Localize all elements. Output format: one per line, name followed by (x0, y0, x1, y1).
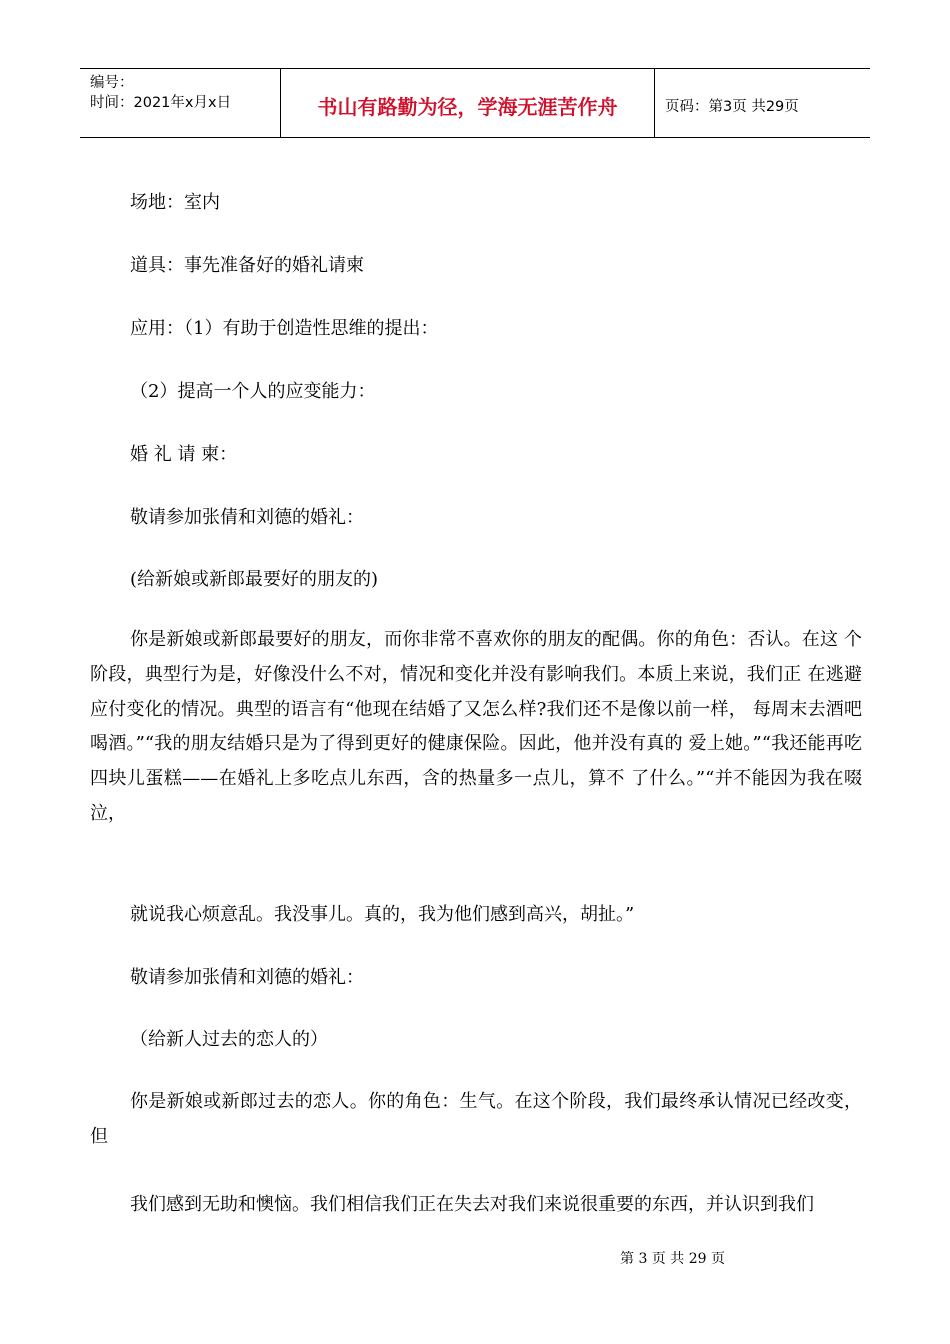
invitation-title: 婚 礼 请 柬： (130, 444, 238, 465)
header-motto: 书山有路勤为径，学海无涯苦作舟 (281, 69, 655, 137)
date-label: 时间：2021年x月x日 (90, 95, 232, 111)
page-header (80, 68, 870, 138)
paragraph-ex: 你是新娘或新郎过去的恋人。你的角色：生气。在这个阶段，我们最终承认情况已经改变，但 (90, 1091, 862, 1147)
page-footer: 第 3 页 共 29 页 (620, 1251, 725, 1267)
props-line: 道具：事先准备好的婚礼请柬 (130, 255, 364, 276)
paragraph-friend: 你是新娘或新郎最要好的朋友，而你非常不喜欢你的朋友的配偶。你的角色：否认。在这 个阶段，典型行为是，好像没什么不对，情况和变化并没有影响我们。本质上来说，我们正 在逃避应付变化的情况。典型的语言有“他现在结婚了又怎么样?我们还不是像以前一样， 每周末去酒吧喝酒。”“我的朋友结婚只是为了得到更好的健康保险。因此，他并没有真的 爱上她。”“我还能再吃四块儿蛋糕——在婚礼上多吃点儿东西，含的热量多一点儿，算不 了什么。”“并不能因为我在啜泣， (90, 629, 862, 824)
use1-line: 应用：（1）有助于创造性思维的提出： (130, 318, 439, 339)
venue-line: 场地：室内 (130, 192, 220, 213)
header-page-label: 页码：第3页 共29页 (665, 98, 799, 115)
number-label: 编号： (90, 75, 134, 91)
use2-line: （2）提高一个人的应变能力： (130, 381, 376, 402)
header-meta (80, 69, 281, 137)
invite1-line: 敬请参加张倩和刘德的婚礼： (130, 507, 364, 528)
invite2-line: 敬请参加张倩和刘德的婚礼： (130, 967, 364, 988)
para4-line: 我们感到无助和懊恼。我们相信我们正在失去对我们来说很重要的东西，并认识到我们 (130, 1194, 814, 1215)
for-ex-line: （给新人过去的恋人的） (130, 1029, 328, 1050)
para2-line: 就说我心烦意乱。我没事儿。真的，我为他们感到高兴，胡扯。” (130, 904, 635, 925)
for-friend-line: (给新娘或新郎最要好的朋友的) (130, 569, 379, 590)
